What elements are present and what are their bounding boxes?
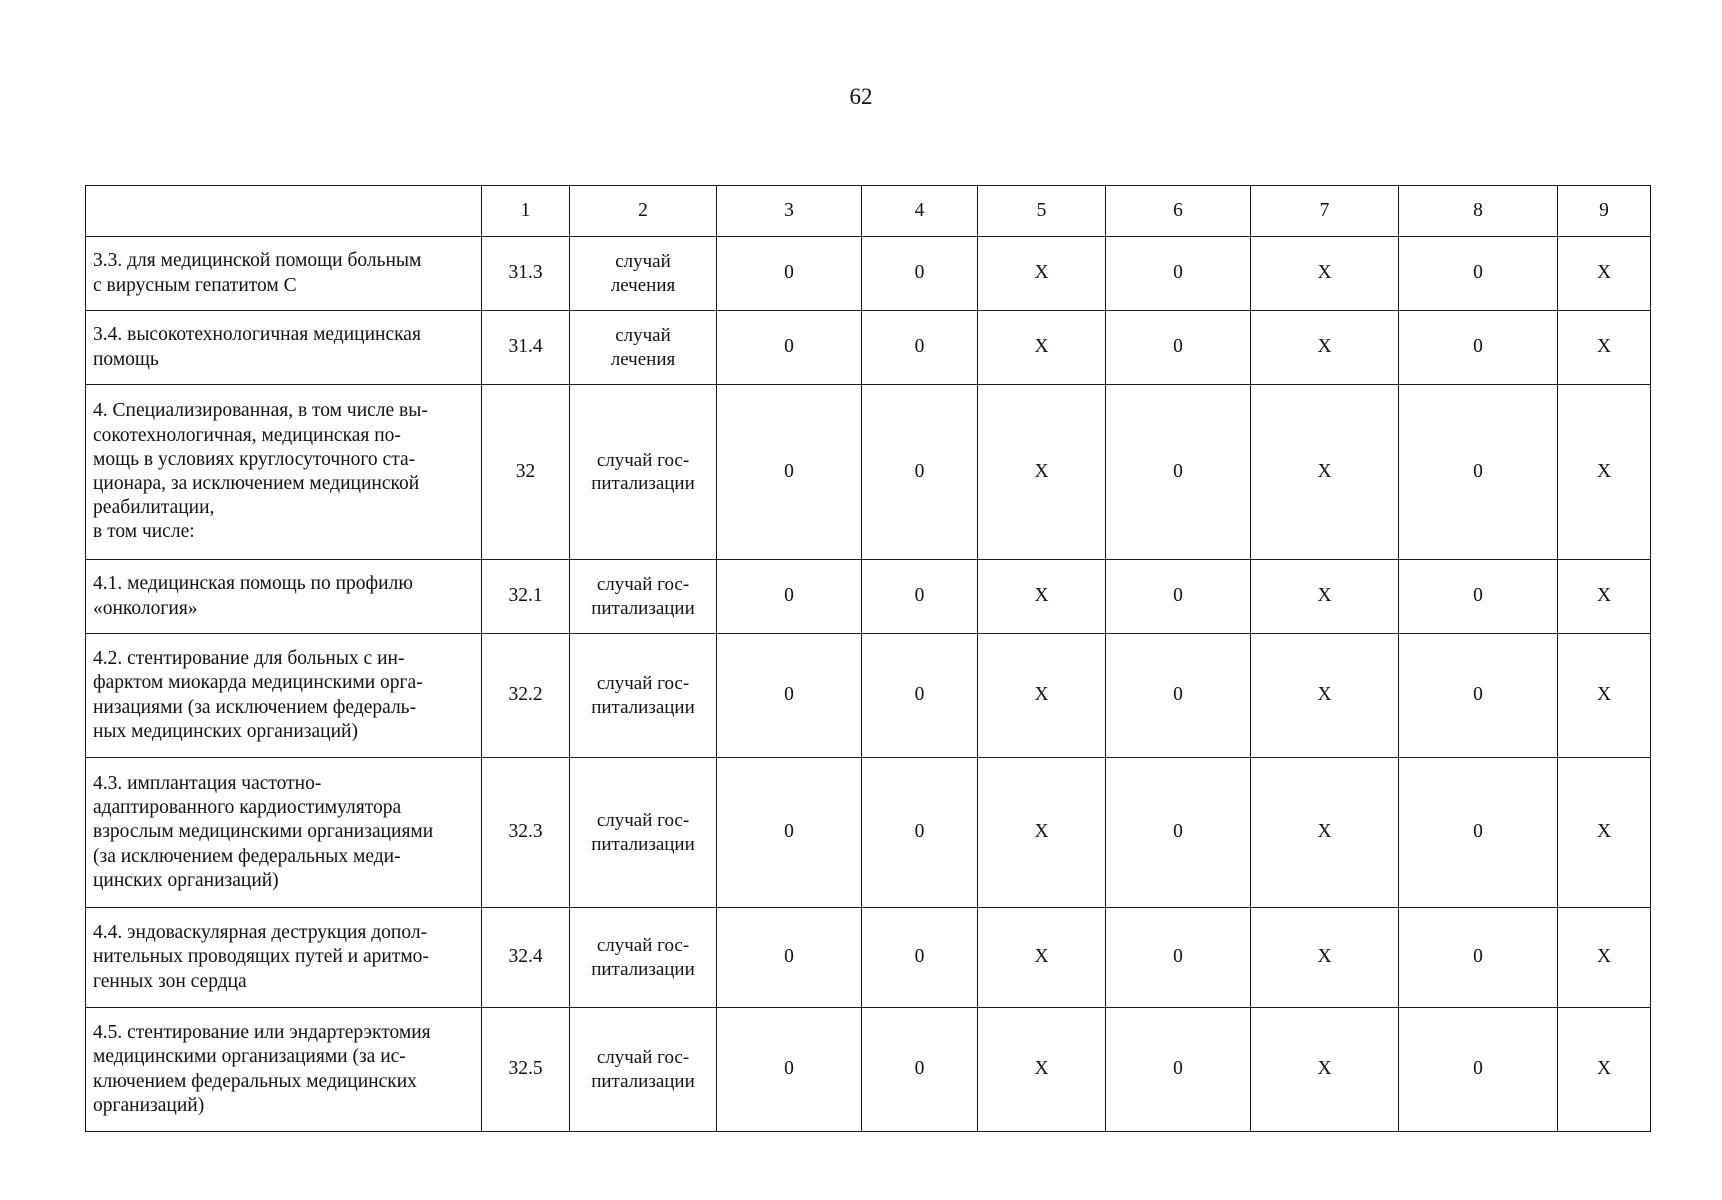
table-row	[86, 634, 1651, 758]
data-table	[85, 185, 1651, 1132]
unit-line: питализации	[591, 597, 695, 619]
value-cell-c4: 0	[862, 237, 978, 311]
value-cell-c3: 0	[717, 758, 862, 908]
header-cell-col-6: 6	[1106, 186, 1251, 237]
unit-line: питализации	[591, 696, 695, 718]
value-cell-c3: 0	[717, 908, 862, 1008]
table-row	[86, 758, 1651, 908]
value-cell-c7: X	[1251, 385, 1399, 560]
value-cell-c5: X	[978, 1008, 1106, 1132]
row-code: 31.3	[482, 237, 570, 311]
value-cell-c6: 0	[1106, 311, 1251, 385]
unit-line: случай гос-	[596, 810, 690, 832]
table-row	[86, 560, 1651, 634]
value-cell-c8: 0	[1399, 758, 1558, 908]
value-cell-c9: X	[1558, 908, 1651, 1008]
value-cell-c8: 0	[1399, 237, 1558, 311]
value-cell-c7: X	[1251, 1008, 1399, 1132]
value-cell-c9: X	[1558, 560, 1651, 634]
row-code: 32.5	[482, 1008, 570, 1132]
header-cell-col-8: 8	[1399, 186, 1558, 237]
description-line: цинских организаций)	[93, 869, 279, 891]
row-description	[86, 385, 482, 560]
page-number: 62	[849, 84, 873, 109]
header-cell-col-2: 2	[570, 186, 717, 237]
row-description	[86, 311, 482, 385]
value-cell-c8: 0	[1399, 311, 1558, 385]
unit-line: случай гос-	[596, 449, 690, 471]
value-cell-c5: X	[978, 560, 1106, 634]
value-cell-c5: X	[978, 634, 1106, 758]
value-cell-c4: 0	[862, 1008, 978, 1132]
description-line: помощь	[93, 348, 159, 370]
value-cell-c4: 0	[862, 758, 978, 908]
description-line: «онкология»	[93, 597, 198, 619]
description-line: реабилитации,	[93, 497, 215, 519]
value-cell-c8: 0	[1399, 908, 1558, 1008]
description-line: ционара, за исключением медицинской	[93, 473, 420, 494]
header-cell-col-5: 5	[978, 186, 1106, 237]
description-line: низациями (за исключением федераль-	[93, 696, 417, 718]
description-line: 4.3. имплантация частотно-	[93, 773, 322, 795]
value-cell-c7: X	[1251, 634, 1399, 758]
row-description	[86, 908, 482, 1008]
row-unit	[570, 560, 717, 634]
unit-line: случай гос-	[596, 1047, 690, 1069]
value-cell-c4: 0	[862, 908, 978, 1008]
row-code: 32	[482, 385, 570, 560]
description-line: 4.2. стентирование для больных с ин-	[93, 648, 405, 670]
description-line: в том числе:	[93, 521, 195, 543]
description-line: мощь в условиях круглосуточного ста-	[93, 448, 416, 470]
table-body	[86, 186, 1651, 1132]
value-cell-c8: 0	[1399, 385, 1558, 560]
value-cell-c4: 0	[862, 634, 978, 758]
value-cell-c8: 0	[1399, 634, 1558, 758]
value-cell-c5: X	[978, 237, 1106, 311]
unit-line: случай гос-	[596, 574, 690, 596]
value-cell-c7: X	[1251, 311, 1399, 385]
value-cell-c6: 0	[1106, 560, 1251, 634]
value-cell-c3: 0	[717, 237, 862, 311]
header-cell-col-1: 1	[482, 186, 570, 237]
value-cell-c3: 0	[717, 311, 862, 385]
row-unit	[570, 634, 717, 758]
description-line: 4.4. эндоваскулярная деструкция допол-	[93, 922, 428, 944]
value-cell-c6: 0	[1106, 237, 1251, 311]
value-cell-c3: 0	[717, 634, 862, 758]
description-line: ключением федеральных медицинских	[93, 1070, 417, 1092]
description-line: ных медицинских организаций)	[93, 720, 358, 742]
row-unit	[570, 1008, 717, 1132]
table-row	[86, 311, 1651, 385]
value-cell-c6: 0	[1106, 634, 1251, 758]
value-cell-c7: X	[1251, 908, 1399, 1008]
unit-line: случай гос-	[596, 935, 690, 957]
header-cell-description	[86, 186, 482, 237]
row-description	[86, 237, 482, 311]
unit-line: лечения	[610, 348, 676, 370]
value-cell-c4: 0	[862, 385, 978, 560]
description-line: адаптированного кардиостимулятора	[93, 797, 402, 819]
value-cell-c6: 0	[1106, 1008, 1251, 1132]
unit-line: случай	[615, 325, 671, 347]
header-cell-col-9: 9	[1558, 186, 1651, 237]
table-row	[86, 237, 1651, 311]
value-cell-c9: X	[1558, 758, 1651, 908]
header-cell-col-3: 3	[717, 186, 862, 237]
value-cell-c4: 0	[862, 560, 978, 634]
value-cell-c4: 0	[862, 311, 978, 385]
description-line: медицинскими организациями (за ис-	[93, 1046, 406, 1068]
row-code: 32.3	[482, 758, 570, 908]
value-cell-c8: 0	[1399, 560, 1558, 634]
value-cell-c3: 0	[717, 1008, 862, 1132]
value-cell-c7: X	[1251, 560, 1399, 634]
row-code: 31.4	[482, 311, 570, 385]
unit-line: лечения	[610, 274, 676, 296]
row-unit	[570, 908, 717, 1008]
description-line: 4.5. стентирование или эндартерэктомия	[93, 1022, 431, 1044]
header-cell-col-7: 7	[1251, 186, 1399, 237]
header-cell-col-4: 4	[862, 186, 978, 237]
description-line: нительных проводящих путей и аритмо-	[93, 946, 429, 968]
row-description	[86, 1008, 482, 1132]
value-cell-c9: X	[1558, 1008, 1651, 1132]
table-row	[86, 385, 1651, 560]
value-cell-c9: X	[1558, 385, 1651, 560]
value-cell-c9: X	[1558, 634, 1651, 758]
row-description	[86, 758, 482, 908]
row-unit	[570, 385, 717, 560]
row-unit	[570, 237, 717, 311]
value-cell-c5: X	[978, 311, 1106, 385]
row-unit	[570, 758, 717, 908]
table-row	[86, 1008, 1651, 1132]
description-line: организаций)	[93, 1094, 205, 1116]
value-cell-c6: 0	[1106, 385, 1251, 560]
value-cell-c3: 0	[717, 385, 862, 560]
unit-line: случай гос-	[596, 673, 690, 695]
unit-line: питализации	[591, 473, 695, 494]
row-description	[86, 560, 482, 634]
value-cell-c7: X	[1251, 237, 1399, 311]
value-cell-c8: 0	[1399, 1008, 1558, 1132]
description-line: генных зон сердца	[93, 970, 247, 992]
unit-line: питализации	[591, 833, 695, 855]
table-row	[86, 908, 1651, 1008]
description-line: 3.3. для медицинской помощи больным	[93, 250, 422, 272]
description-line: с вирусным гепатитом С	[93, 274, 297, 296]
description-line: взрослым медицинскими организациями	[93, 821, 434, 843]
description-line: фарктом миокарда медицинскими орга-	[93, 672, 423, 694]
description-line: (за исключением федеральных меди-	[93, 845, 401, 867]
row-code: 32.2	[482, 634, 570, 758]
value-cell-c9: X	[1558, 237, 1651, 311]
row-unit	[570, 311, 717, 385]
value-cell-c7: X	[1251, 758, 1399, 908]
unit-line: питализации	[591, 1070, 695, 1092]
value-cell-c5: X	[978, 758, 1106, 908]
value-cell-c5: X	[978, 385, 1106, 560]
description-line: 4.1. медицинская помощь по профилю	[93, 573, 413, 595]
description-line: сокотехнологичная, медицинская по-	[93, 424, 401, 446]
description-line: 4. Специализированная, в том числе вы-	[93, 400, 428, 422]
value-cell-c5: X	[978, 908, 1106, 1008]
value-cell-c3: 0	[717, 560, 862, 634]
header-row	[86, 186, 1651, 237]
value-cell-c6: 0	[1106, 758, 1251, 908]
unit-line: питализации	[591, 958, 695, 980]
description-line: 3.4. высокотехнологичная медицинская	[93, 324, 421, 346]
row-code: 32.4	[482, 908, 570, 1008]
unit-line: случай	[615, 251, 671, 273]
value-cell-c6: 0	[1106, 908, 1251, 1008]
row-description	[86, 634, 482, 758]
value-cell-c9: X	[1558, 311, 1651, 385]
row-code: 32.1	[482, 560, 570, 634]
